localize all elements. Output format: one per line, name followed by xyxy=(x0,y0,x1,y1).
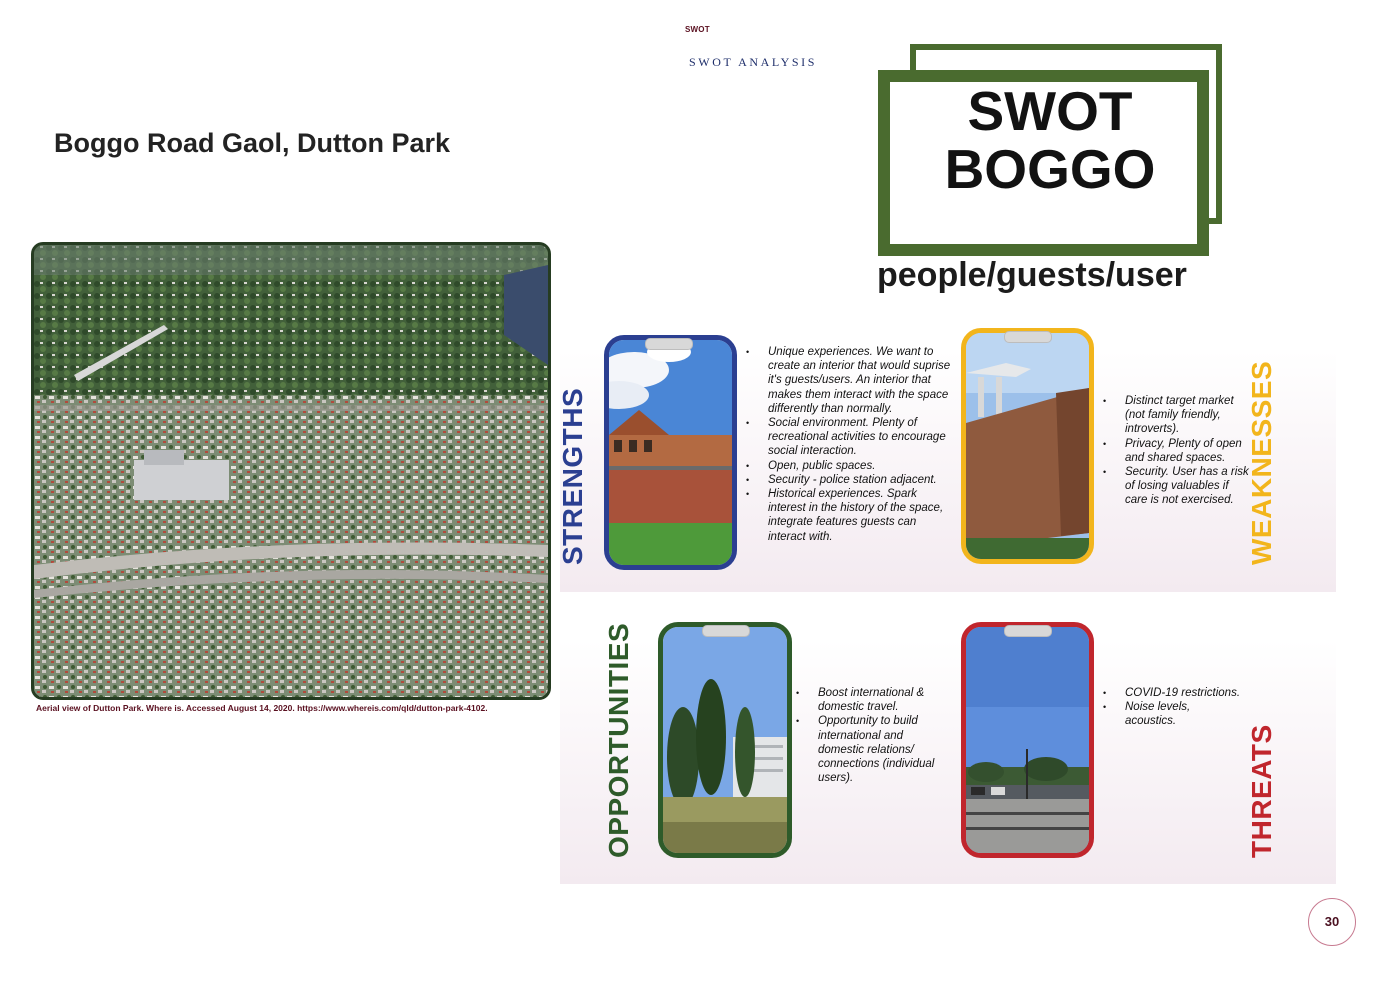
strengths-item: • Social environment. Plenty of recreational activities to encourage social interaction. xyxy=(746,416,952,459)
logo-text xyxy=(890,82,1210,198)
strengths-item: • Unique experiences. We want to create an interior that would suprise it's guests/users. An interior that makes them interact with the space differently than normally. xyxy=(746,345,952,416)
weaknesses-phone-notch xyxy=(1004,331,1052,343)
weaknesses-label: WEAKNESSES xyxy=(1246,360,1277,565)
threats-list xyxy=(1103,686,1243,729)
opportunities-list xyxy=(796,686,946,785)
threats-phone-notch xyxy=(1004,625,1052,637)
opportunities-phone-notch xyxy=(702,625,750,637)
weaknesses-item: • Distinct target market (not family friendly, introverts). xyxy=(1103,394,1253,437)
logo-line-1: SWOT xyxy=(967,80,1133,142)
strengths-list xyxy=(746,345,952,544)
weaknesses-item: • Security. User has a risk of losing valuables if care is not exercised. xyxy=(1103,465,1253,508)
strengths-item: • Open, public spaces. xyxy=(746,459,952,473)
opportunities-phone-image xyxy=(658,622,792,858)
section-tag: SWOT xyxy=(685,25,710,34)
strengths-label: STRENGTHS xyxy=(557,387,588,565)
subtitle: people/guests/user xyxy=(877,256,1187,294)
section-heading: SWOT ANALYSIS xyxy=(689,55,818,69)
opportunities-item: • Boost international & domestic travel. xyxy=(796,686,946,714)
page-title: Boggo Road Gaol, Dutton Park xyxy=(54,128,450,158)
aerial-photo xyxy=(31,242,551,700)
opportunities-label: OPPORTUNITIES xyxy=(603,622,634,858)
threats-item: • Noise levels, acoustics. xyxy=(1103,700,1243,728)
strengths-item: • Security - police station adjacent. xyxy=(746,473,952,487)
page-number: 30 xyxy=(1308,898,1356,946)
threats-item: • COVID-19 restrictions. xyxy=(1103,686,1243,700)
logo-line-2: BOGGO xyxy=(944,138,1156,200)
strengths-phone-image xyxy=(604,335,737,570)
strengths-item: • Historical experiences. Spark interest in the history of the space, integrate features guests can interact with. xyxy=(746,487,952,544)
photo-caption: Aerial view of Dutton Park. Where is. Accessed August 14, 2020. https://www.whereis.com/qld/dutton-park-4102. xyxy=(36,703,488,713)
threats-phone-image xyxy=(961,622,1094,858)
strengths-phone-notch xyxy=(645,338,693,350)
weaknesses-item: • Privacy, Plenty of open and shared spaces. xyxy=(1103,437,1253,465)
weaknesses-list xyxy=(1103,394,1253,508)
opportunities-item: • Opportunity to build international and domestic relations/ connections (individual users). xyxy=(796,714,946,785)
weaknesses-phone-image xyxy=(961,328,1094,564)
threats-label: THREATS xyxy=(1246,724,1277,858)
